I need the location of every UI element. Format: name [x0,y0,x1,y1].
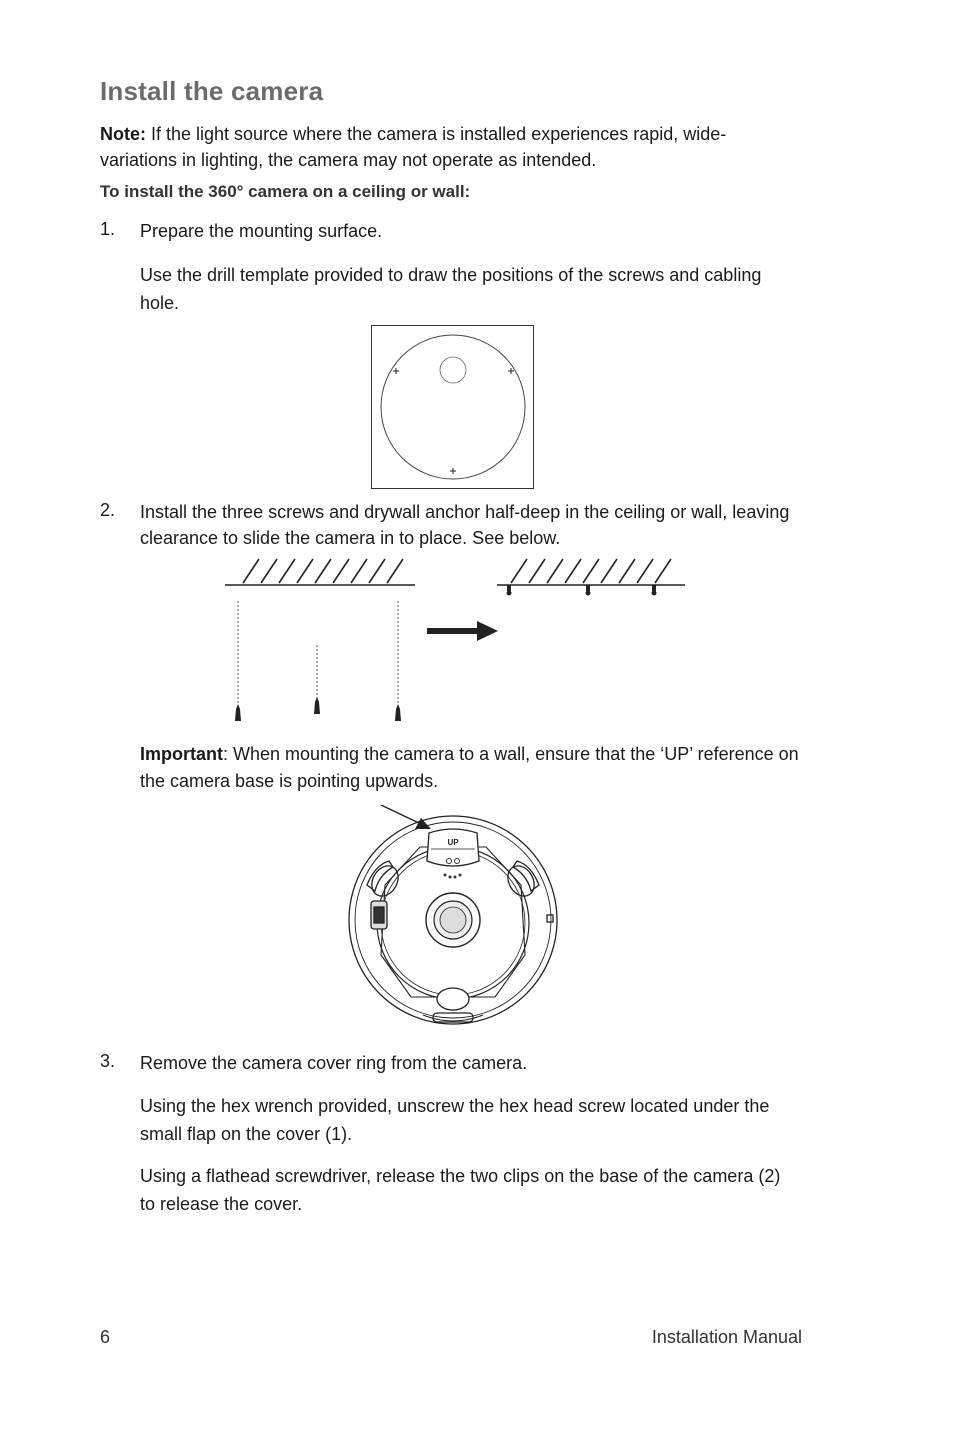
up-reference-label: UP [447,838,459,847]
step-2-number: 2. [100,500,116,520]
step-1-number: 1. [100,219,116,239]
important-paragraph [140,741,800,795]
procedure-title: To install the 360° camera on a ceiling or wall: [100,182,471,201]
installed-screws [507,585,657,596]
ceiling-surface-after [497,559,685,585]
page-title: Install the camera [100,76,324,106]
page-number: 6 [100,1327,111,1347]
step-3-text: Remove the camera cover ring from the camera. [140,1053,528,1073]
important-label: Important [140,744,223,764]
camera-base-figure [345,805,560,1030]
important-text: : When mounting the camera to a wall, ensure that the ‘UP’ reference on the camera base is pointing upwards. [140,744,799,791]
ceiling-surface-before [225,559,415,585]
step-1-detail: Use the drill template provided to draw the positions of the screws and cabling hole. [140,265,762,313]
note-text: If the light source where the camera is installed experiences rapid, wide-variations in lighting, the camera may not operate as intended. [100,124,727,170]
drill-template-figure [371,325,534,489]
pointer-arrow-icon [381,805,431,829]
manual-title: Installation Manual [651,1327,802,1347]
step-1-text: Prepare the mounting surface. [140,221,383,241]
note-paragraph [100,121,800,173]
note-label: Note: [100,124,146,144]
step-3-detail-2: Using a flathead screwdriver, release the two clips on the base of the camera (2) to release the cover. [140,1166,781,1214]
screw-installation-figure [215,553,695,728]
step-3-number: 3. [100,1051,116,1071]
loose-screws [235,697,401,721]
step-2-text: Install the three screws and drywall anchor half-deep in the ceiling or wall, leaving clearance to slide the camera in to place. See below. [140,502,790,548]
step-3-detail-1: Using the hex wrench provided, unscrew the hex head screw located under the small flap on the cover (1). [140,1096,770,1144]
right-arrow-icon [427,621,498,641]
